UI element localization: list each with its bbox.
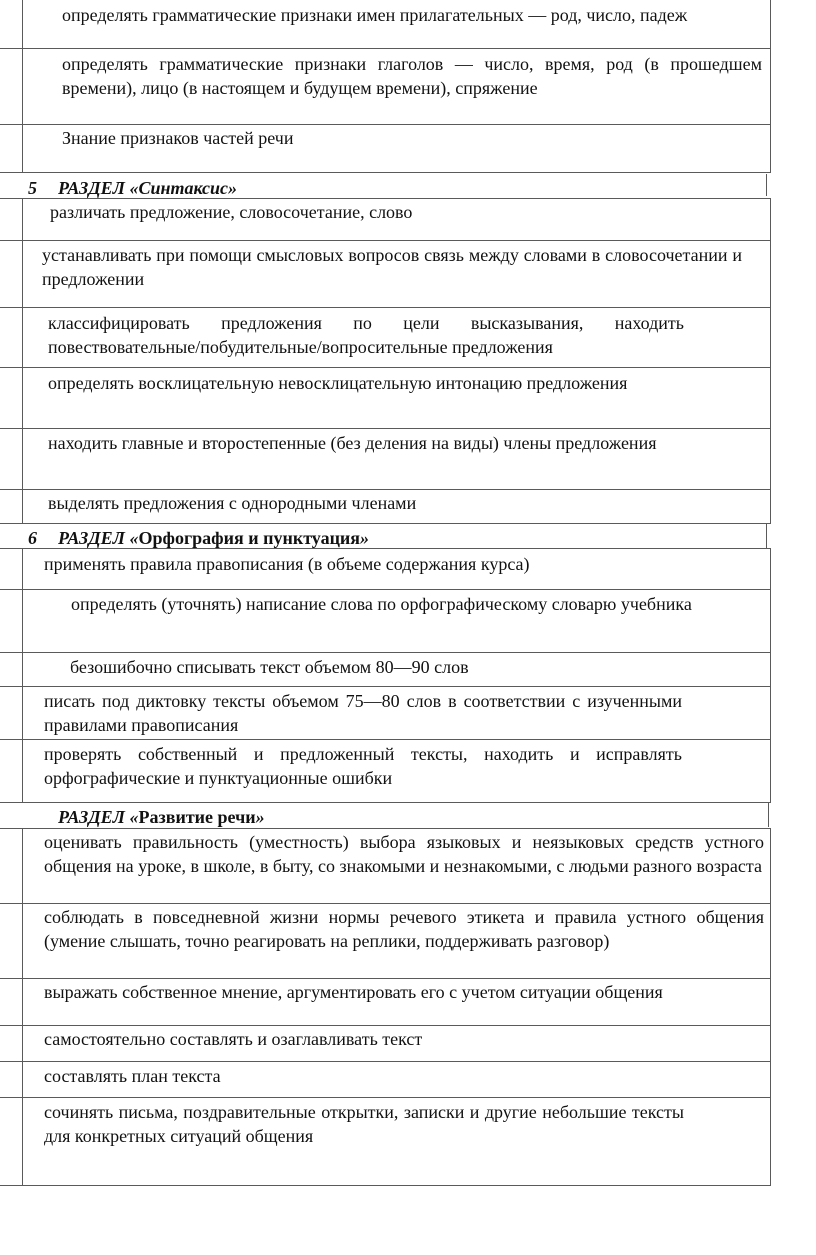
table-row: сочинять письма, поздравительные открытки, записки и другие небольшие тексты для конкретных ситуаций общения (44, 1102, 684, 1146)
table-row: выражать собственное мнение, аргументировать его с учетом ситуации общения (44, 982, 663, 1002)
table-row: самостоятельно составлять и озаглавливать текст (44, 1029, 423, 1049)
table-border-right (770, 198, 771, 523)
table-border-right (770, 828, 771, 1185)
section-heading-orthography: 6 РАЗДЕЛ «Орфография и пунктуация» (28, 528, 370, 548)
row-divider (0, 652, 771, 653)
section-heading-syntax: 5 РАЗДЕЛ «Синтаксис» (28, 178, 237, 198)
table-row: безошибочно списывать текст объемом 80—90 слов (70, 657, 469, 677)
table-border-right (770, 548, 771, 802)
row-divider (0, 367, 771, 368)
row-divider (0, 1185, 771, 1186)
table-border-left (22, 0, 23, 172)
row-divider (0, 124, 771, 125)
heading-border (766, 524, 767, 548)
table-row: устанавливать при помощи смысловых вопросов связь между словами в словосочетании и предложении (42, 245, 742, 289)
row-divider (0, 428, 771, 429)
section-heading-speech: РАЗДЕЛ «Развитие речи» (58, 807, 265, 827)
row-divider (0, 828, 771, 829)
row-divider (0, 1061, 771, 1062)
heading-border (768, 803, 769, 827)
table-row: определять (уточнять) написание слова по орфографическому словарю учебника (71, 594, 692, 614)
table-border-left (22, 198, 23, 523)
table-row: определять восклицательную невосклицательную интонацию предложения (48, 373, 628, 393)
row-divider (0, 802, 771, 803)
table-border-left (22, 828, 23, 1185)
row-divider (0, 548, 771, 549)
table-row: находить главные и второстепенные (без деления на виды) члены предложения (48, 433, 657, 453)
table-row: различать предложение, словосочетание, слово (50, 202, 413, 222)
row-divider (0, 978, 771, 979)
table-row: выделять предложения с однородными членами (48, 493, 417, 513)
table-row: определять грамматические признаки имен прилагательных — род, число, падеж (62, 5, 688, 25)
row-divider (0, 523, 771, 524)
table-border-right (770, 0, 771, 172)
table-row: проверять собственный и предложенный тексты, находить и исправлять орфографические и пунктуационные ошибки (44, 744, 682, 788)
table-row: классифицировать предложения по цели высказывания, находить повествовательные/побудительные/вопросительные предложения (48, 313, 684, 357)
table-row: применять правила правописания (в объеме содержания курса) (44, 554, 530, 574)
row-divider (0, 307, 771, 308)
row-divider (0, 903, 771, 904)
heading-border (766, 174, 767, 196)
table-border-left (22, 548, 23, 802)
row-divider (0, 1097, 771, 1098)
row-divider (0, 198, 771, 199)
table-row: определять грамматические признаки глаголов — число, время, род (в прошедшем времени), лицо (в настоящем и будущем времени), спряжение (62, 54, 762, 98)
row-divider (0, 172, 771, 173)
table-row: составлять план текста (44, 1066, 221, 1086)
row-divider (0, 739, 771, 740)
row-divider (0, 48, 771, 49)
row-divider (0, 686, 771, 687)
table-row: оценивать правильность (уместность) выбора языковых и неязыковых средств устного общения на уроке, в школе, в быту, со знакомыми и незнакомыми, с людьми разного возраста (44, 832, 764, 876)
table-row: Знание признаков частей речи (62, 128, 294, 148)
table-row: соблюдать в повседневной жизни нормы речевого этикета и правила устного общения (умение слышать, точно реагировать на реплики, поддерживать разговор) (44, 907, 764, 951)
table-row: писать под диктовку тексты объемом 75—80 слов в соответствии с изученными правилами правописания (44, 691, 682, 735)
row-divider (0, 240, 771, 241)
row-divider (0, 589, 771, 590)
row-divider (0, 1025, 771, 1026)
row-divider (0, 489, 771, 490)
